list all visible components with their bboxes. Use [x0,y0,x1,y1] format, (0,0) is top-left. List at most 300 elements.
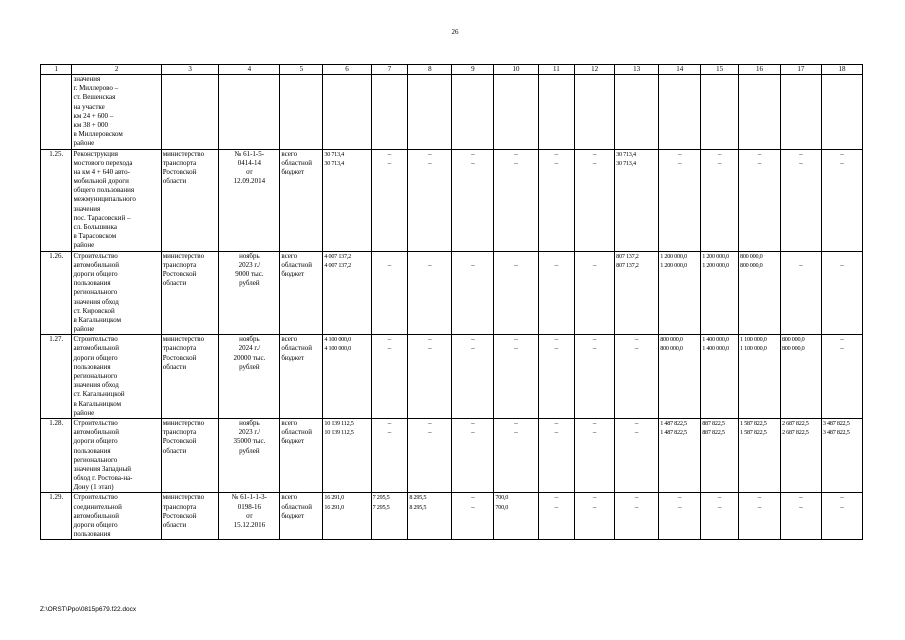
dash-value: – [799,493,803,502]
continued-item-name-line: г. Миллерово – [73,84,119,93]
year-amount-col-8 [408,493,452,540]
dash-value: – [471,344,475,353]
year-amount-col-7 [371,493,408,540]
year-amount-col-17 [780,251,821,335]
year-amount-col-10 [494,251,538,335]
empty-cell [408,75,452,150]
responsible-org-line: транспорта [162,158,197,167]
year-amount-col-12 [575,149,615,251]
dash-value: – [387,344,392,353]
year-amount-col-13 [615,335,659,419]
amount-value: 1 200 000,0 [660,261,687,269]
dash-value: – [592,260,597,269]
dash-value: – [840,335,844,344]
table-row-continuation [41,75,863,150]
item-number: 1.27. [41,335,72,419]
year-amount-col-10 [494,335,538,419]
empty-cell [738,75,780,150]
responsible-org [161,149,219,251]
item-name [72,251,161,335]
item-name-line: районе [73,241,95,250]
empty-cell [452,75,494,150]
dash-value: – [592,344,597,353]
empty-cell [219,75,280,150]
year-amount-col-14 [659,335,701,419]
amount-value: 887 822,5 [702,419,725,427]
column-header-2: 2 [72,65,161,75]
item-name-line: Реконструкция [73,149,118,158]
dash-value: – [717,158,722,167]
empty-cell [323,75,371,150]
dash-value: – [757,502,762,511]
amount-value [409,252,450,261]
responsible-org-line: Ростовской [162,437,197,446]
dash-value: – [554,149,559,158]
amount-value: 887 822,5 [702,429,725,437]
responsible-org-line: области [162,279,187,288]
dash-value: – [840,502,844,511]
item-name-line: дороги общего [73,353,118,362]
total-amount [323,335,371,419]
empty-cell [575,75,615,150]
amount-value: 1 200 000,0 [660,252,687,260]
year-amount-col-10 [494,493,538,540]
dash-value: – [717,502,722,511]
dash-value: – [471,158,475,167]
item-name-line: Строительство [73,335,118,344]
funding-source-budget: бюджет [281,353,305,362]
file-path-footer: Z:\ORST\Ppo\0815p679.f22.docx [40,606,137,613]
dash-value: – [840,149,844,158]
dash-value: – [799,158,803,167]
empty-cell [371,75,408,150]
amount-value: 16 291,0 [324,503,344,511]
year-amount-col-15 [701,251,739,335]
empty-cell [615,75,659,150]
project-document [219,418,280,493]
amount-value: 2 687 822,5 [781,429,809,437]
amount-value: 1 400 000,0 [702,345,729,353]
funding-source-budget: областной [281,260,312,269]
project-document-line: рублей [239,446,260,455]
amount-value: 1 487 822,5 [660,419,687,427]
funding-source-budget: областной [281,158,312,167]
dash-value: – [471,493,475,502]
amount-value: 800 000,0 [660,336,683,344]
item-name-line: Строительство [73,251,118,260]
table-row [41,335,863,419]
year-amount-col-14 [659,149,701,251]
dash-value: – [840,493,844,502]
dash-value: – [554,158,559,167]
funding-source-total: всего [281,418,298,427]
page-number: 26 [451,28,459,36]
responsible-org-line: транспорта [162,260,197,269]
project-document-line: 0414-14 [237,158,262,167]
dash-value: – [592,418,597,427]
amount-value: 4 007 137,2 [324,252,351,260]
dash-value: – [677,149,682,158]
total-amount [323,149,371,251]
column-header-10: 10 [494,65,538,75]
year-amount-col-18 [821,251,862,335]
item-name-line: районе [73,408,95,417]
year-amount-col-18 [821,493,862,540]
table-header-row [41,65,863,75]
dash-value: – [471,428,475,437]
responsible-org-line: Ростовской [162,511,197,520]
year-amount-col-18 [821,149,862,251]
empty-cell [161,75,219,150]
program-table [40,64,863,540]
empty-cell [538,75,575,150]
item-name [72,149,161,251]
dash-value: – [428,428,432,437]
project-document-line: рублей [239,362,260,371]
amount-value: 30 713,4 [616,150,636,158]
dash-value: – [428,260,432,269]
responsible-org-line: министерство [162,418,205,427]
dash-value: – [799,260,803,269]
year-amount-col-14 [659,251,701,335]
continued-item-name-line: значения [73,75,101,83]
dash-value: – [840,260,844,269]
funding-source-budget: бюджет [281,511,305,520]
item-name-line: значения обход [73,297,119,306]
responsible-org [161,418,219,493]
dash-value: – [428,158,432,167]
dash-value: – [387,158,392,167]
dash-value: – [554,428,559,437]
year-amount-col-12 [575,335,615,419]
item-name-line: ст. Кагальницкой [73,390,125,399]
year-amount-col-16 [738,493,780,540]
column-header-4: 4 [219,65,280,75]
project-document [219,493,280,540]
project-document-line: 2023 г./ [238,428,261,437]
project-document-line: от [246,511,253,520]
item-number: 1.26. [41,251,72,335]
year-amount-col-11 [538,418,575,493]
amount-value [576,252,613,261]
responsible-org-line: министерство [162,335,205,344]
project-document [219,251,280,335]
amount-value: 807 137,2 [616,261,639,269]
dash-value: – [514,335,518,344]
amount-value: 1 200 000,0 [702,261,729,269]
amount-value: 807 137,2 [616,252,639,260]
funding-source-total: всего [281,149,298,158]
year-amount-col-16 [738,335,780,419]
item-name-line: автомобильной [73,344,119,353]
responsible-org [161,493,219,540]
year-amount-col-13 [615,493,659,540]
item-name-line: значения Западный [73,464,132,473]
dash-value: – [592,493,597,502]
item-name-line: регионального [73,372,118,380]
dash-value: – [592,149,597,158]
column-header-8: 8 [408,65,452,75]
item-name-line: значения [73,204,101,213]
item-name-line: Строительство [73,418,118,427]
item-name-line: пос. Тарасовский – [73,213,131,222]
dash-value: – [634,493,639,502]
funding-source [280,493,323,540]
item-name-line: мостового перехода [73,158,133,167]
year-amount-col-7 [371,335,408,419]
amount-value [453,252,492,261]
dash-value: – [387,418,392,427]
year-amount-col-15 [701,493,739,540]
amount-value: 30 713,4 [324,150,344,158]
dash-value: – [428,335,432,344]
dash-value: – [471,260,475,269]
responsible-org-line: Ростовской [162,269,197,278]
year-amount-col-13 [615,418,659,493]
funding-source [280,335,323,419]
dash-value: – [634,418,639,427]
responsible-org-line: Ростовской [162,353,197,362]
table-row [41,149,863,251]
year-amount-col-9 [452,493,494,540]
amount-value: 8 295,5 [409,503,427,511]
amount-value: 700,0 [495,494,509,502]
amount-value: 10 139 112,5 [324,419,354,427]
item-name-line: районе [73,325,95,334]
continued-item-name-line: на участке [73,102,105,111]
dash-value: – [634,428,639,437]
column-header-9: 9 [452,65,494,75]
project-document-line: 15.12.2016 [233,521,266,529]
amount-value: 1 587 822,5 [739,429,767,437]
item-name-line: пользования [73,279,111,288]
item-name-line: в Тарасовском [73,232,117,241]
dash-value: – [554,502,559,511]
project-document-line: ноябрь [239,251,260,260]
year-amount-col-11 [538,335,575,419]
amount-value: 800 000,0 [739,261,763,269]
responsible-org [161,335,219,419]
dash-value: – [717,149,722,158]
continued-item-name-line: в Миллеровском [73,130,123,139]
empty-cell [659,75,701,150]
year-amount-col-9 [452,251,494,335]
item-name-line: сл. Большинка [73,223,117,231]
dash-value: – [634,335,639,344]
amount-value: 7 295,5 [372,503,390,511]
dash-value: – [592,335,597,344]
amount-value: 1 200 000,0 [702,252,729,260]
amount-value [823,252,861,261]
responsible-org-line: транспорта [162,428,197,437]
dash-value: – [387,260,392,269]
year-amount-col-12 [575,418,615,493]
dash-value: – [634,344,639,353]
year-amount-col-9 [452,149,494,251]
column-header-14: 14 [659,65,701,75]
dash-value: – [554,344,559,353]
amount-value: 7 295,5 [372,494,390,502]
project-document-line: № 61-1-1-3- [231,493,267,502]
year-amount-col-11 [538,493,575,540]
dash-value: – [387,335,392,344]
year-amount-col-16 [738,418,780,493]
amount-value: 700,0 [495,503,509,511]
project-document-line: 20000 тыс. [233,353,266,362]
funding-source-budget: областной [281,344,312,353]
year-amount-col-14 [659,493,701,540]
dash-value: – [471,149,475,158]
continued-item-name-line: км 24 + 600 – [73,111,114,120]
item-number: 1.29. [41,493,72,540]
amount-value: 30 713,4 [324,159,344,167]
funding-source [280,251,323,335]
item-name-line: дороги общего [73,437,118,446]
dash-value: – [471,418,475,427]
column-header-13: 13 [615,65,659,75]
year-amount-col-11 [538,251,575,335]
funding-source-total: всего [281,493,298,502]
amount-value: 800 000,0 [739,252,763,260]
empty-cell [41,75,72,150]
item-name [72,493,161,540]
item-name-line: в Кагальницком [73,399,122,408]
dash-value: – [840,158,844,167]
year-amount-col-16 [738,149,780,251]
dash-value: – [428,418,432,427]
responsible-org-line: области [162,446,187,455]
column-header-7: 7 [371,65,408,75]
empty-cell [821,75,862,150]
continued-item-name [72,75,161,150]
dash-value: – [514,428,518,437]
dash-value: – [799,502,803,511]
table-row [41,418,863,493]
empty-cell [701,75,739,150]
funding-source-budget: областной [281,502,312,511]
dash-value: – [514,344,518,353]
column-header-3: 3 [161,65,219,75]
item-name-line: значения обход [73,381,119,390]
dash-value: – [677,502,682,511]
project-document-line: 35000 тыс. [233,437,266,446]
responsible-org-line: министерство [162,149,205,158]
year-amount-col-10 [494,149,538,251]
year-amount-col-16 [738,251,780,335]
dash-value: – [554,493,559,502]
funding-source-budget: бюджет [281,437,305,446]
total-amount [323,418,371,493]
project-document-line: ноябрь [239,335,260,344]
year-amount-col-8 [408,418,452,493]
column-header-1: 1 [41,65,72,75]
year-amount-col-9 [452,418,494,493]
amount-value: 10 139 112,5 [324,429,354,437]
year-amount-col-14 [659,418,701,493]
amount-value: 800 000,0 [781,345,805,353]
item-number: 1.25. [41,149,72,251]
column-header-17: 17 [780,65,821,75]
project-document-line: 2024 г./ [238,344,261,353]
column-header-16: 16 [738,65,780,75]
amount-value: 2 687 822,5 [781,419,809,427]
project-document-line: рублей [239,279,260,288]
project-document-line: № 61-1-5- [234,149,265,158]
dash-value: – [757,158,762,167]
empty-cell [780,75,821,150]
dash-value: – [677,493,682,502]
amount-value [782,252,820,261]
amount-value: 1 587 822,5 [739,419,767,427]
year-amount-col-17 [780,149,821,251]
responsible-org-line: Ростовской [162,167,197,176]
table-row [41,493,863,540]
dash-value: – [471,502,475,511]
year-amount-col-7 [371,251,408,335]
dash-value: – [634,502,639,511]
total-amount [323,251,371,335]
dash-value: – [799,149,803,158]
dash-value: – [514,260,518,269]
year-amount-col-8 [408,251,452,335]
item-name-line: регионального [73,288,118,297]
item-name-line: обход г. Ростова-на- [73,474,133,483]
project-document-line: 12.09.2014 [233,177,266,186]
dash-value: – [514,158,518,167]
column-header-18: 18 [821,65,862,75]
year-amount-col-18 [821,335,862,419]
dash-value: – [428,344,432,353]
responsible-org [161,251,219,335]
dash-value: – [554,335,559,344]
year-amount-col-13 [615,251,659,335]
column-header-12: 12 [575,65,615,75]
project-document [219,149,280,251]
item-name-line: ст. Кировской [73,306,115,315]
amount-value: 4 007 137,2 [324,261,351,269]
item-name-line: автомобильной [73,511,119,520]
amount-value: 8 295,5 [409,494,427,502]
project-document-line: 2023 г./ [238,260,261,269]
amount-value: 4 100 000,0 [324,336,351,344]
column-header-11: 11 [538,65,575,75]
year-amount-col-12 [575,251,615,335]
total-amount [323,493,371,540]
amount-value: 1 487 822,5 [660,429,687,437]
item-name-line: на км 4 + 640 авто- [73,167,130,176]
responsible-org-line: области [162,177,187,186]
dash-value: – [840,344,844,353]
empty-cell [280,75,323,150]
amount-value [495,252,536,261]
table-row [41,251,863,335]
item-name-line: мобильной дороги [73,177,129,186]
continued-item-name-line: районе [73,139,95,148]
item-name-line: дороги общего [73,521,118,529]
funding-source-total: всего [281,251,298,260]
year-amount-col-7 [371,418,408,493]
amount-value: 16 291,0 [324,494,344,502]
project-document-line: 9000 тыс. [235,269,264,278]
amount-value: 3 487 822,5 [822,429,850,437]
column-header-5: 5 [280,65,323,75]
year-amount-col-7 [371,149,408,251]
dash-value: – [757,493,762,502]
responsible-org-line: транспорта [162,344,197,353]
year-amount-col-17 [780,493,821,540]
dash-value: – [592,428,597,437]
item-name-line: регионального [73,455,118,464]
